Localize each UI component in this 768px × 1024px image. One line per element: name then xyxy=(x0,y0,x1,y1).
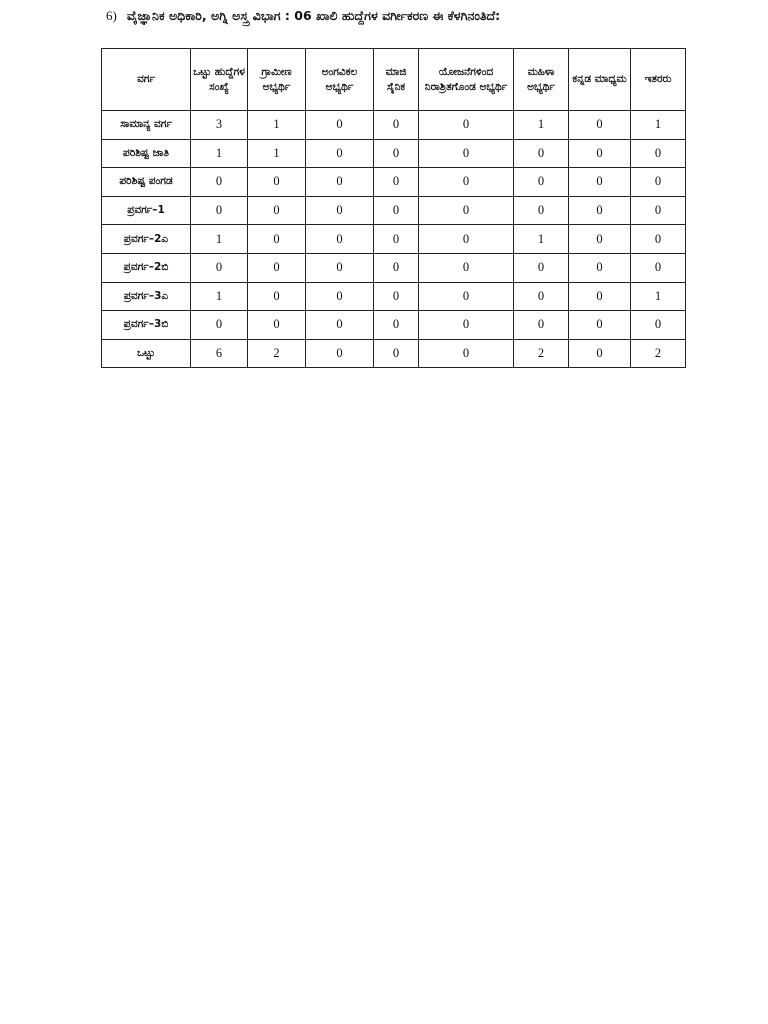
category-cell: ಸಾಮಾನ್ಯ ವರ್ಗ xyxy=(102,111,191,140)
value-cell: 0 xyxy=(569,139,631,168)
value-cell: 0 xyxy=(514,196,569,225)
value-cell: 0 xyxy=(514,253,569,282)
value-cell: 0 xyxy=(419,311,514,340)
value-cell: 2 xyxy=(514,339,569,368)
value-cell: 0 xyxy=(569,339,631,368)
value-cell: 0 xyxy=(514,282,569,311)
value-cell: 0 xyxy=(419,139,514,168)
column-header: ಕನ್ನಡ ಮಾಧ್ಯಮ xyxy=(569,49,631,111)
value-cell: 0 xyxy=(569,253,631,282)
value-cell: 0 xyxy=(374,225,419,254)
value-cell: 0 xyxy=(419,339,514,368)
category-cell: ಪ್ರವರ್ಗ–2ಎ xyxy=(102,225,191,254)
value-cell: 1 xyxy=(191,225,248,254)
value-cell: 0 xyxy=(631,225,686,254)
value-cell: 1 xyxy=(248,139,306,168)
value-cell: 1 xyxy=(631,282,686,311)
value-cell: 0 xyxy=(306,253,374,282)
column-header: ಮಾಜಿ ಸೈನಿಕ xyxy=(374,49,419,111)
category-cell: ಪರಿಶಿಷ್ಟ ಪಂಗಡ xyxy=(102,168,191,197)
category-cell: ಪ್ರವರ್ಗ–1 xyxy=(102,196,191,225)
value-cell: 0 xyxy=(419,253,514,282)
column-header: ವರ್ಗ xyxy=(102,49,191,111)
value-cell: 0 xyxy=(631,311,686,340)
table-row xyxy=(102,111,686,140)
value-cell: 0 xyxy=(374,168,419,197)
table-row xyxy=(102,282,686,311)
value-cell: 0 xyxy=(248,225,306,254)
value-cell: 0 xyxy=(191,168,248,197)
column-header: ಒಟ್ಟು ಹುದ್ದೆಗಳ ಸಂಖ್ಯೆ xyxy=(191,49,248,111)
value-cell: 0 xyxy=(419,225,514,254)
value-cell: 0 xyxy=(569,311,631,340)
value-cell: 0 xyxy=(374,196,419,225)
value-cell: 0 xyxy=(631,253,686,282)
value-cell: 0 xyxy=(374,339,419,368)
total-row xyxy=(102,339,686,368)
value-cell: 0 xyxy=(569,225,631,254)
table-header-row xyxy=(102,49,686,111)
value-cell: 0 xyxy=(631,139,686,168)
value-cell: 0 xyxy=(306,225,374,254)
value-cell: 0 xyxy=(306,139,374,168)
value-cell: 0 xyxy=(191,253,248,282)
value-cell: 0 xyxy=(569,168,631,197)
value-cell: 1 xyxy=(514,225,569,254)
value-cell: 0 xyxy=(514,139,569,168)
value-cell: 3 xyxy=(191,111,248,140)
post-distribution-table xyxy=(101,48,686,368)
column-header: ಯೋಜನೆಗಳಿಂದ ನಿರಾಶ್ರಿತಗೊಂಡ ಅಭ್ಯರ್ಥಿ xyxy=(419,49,514,111)
value-cell: 0 xyxy=(248,168,306,197)
value-cell: 0 xyxy=(306,111,374,140)
value-cell: 0 xyxy=(248,311,306,340)
value-cell: 0 xyxy=(419,196,514,225)
value-cell: 0 xyxy=(419,168,514,197)
category-cell: ಒಟ್ಟು xyxy=(102,339,191,368)
value-cell: 0 xyxy=(191,311,248,340)
value-cell: 2 xyxy=(248,339,306,368)
value-cell: 0 xyxy=(374,311,419,340)
table-row xyxy=(102,168,686,197)
value-cell: 0 xyxy=(569,196,631,225)
value-cell: 6 xyxy=(191,339,248,368)
category-cell: ಪರಿಶಿಷ್ಟ ಜಾತಿ xyxy=(102,139,191,168)
value-cell: 0 xyxy=(514,168,569,197)
value-cell: 0 xyxy=(191,196,248,225)
value-cell: 0 xyxy=(419,282,514,311)
value-cell: 0 xyxy=(306,282,374,311)
column-header: ಇತರರು xyxy=(631,49,686,111)
value-cell: 1 xyxy=(514,111,569,140)
value-cell: 0 xyxy=(248,253,306,282)
table-row xyxy=(102,311,686,340)
table-row xyxy=(102,225,686,254)
value-cell: 0 xyxy=(306,168,374,197)
value-cell: 1 xyxy=(191,139,248,168)
value-cell: 0 xyxy=(306,339,374,368)
column-header: ಮಹಿಳಾ ಅಭ್ಯರ್ಥಿ xyxy=(514,49,569,111)
table-body xyxy=(102,111,686,368)
value-cell: 1 xyxy=(248,111,306,140)
value-cell: 0 xyxy=(569,111,631,140)
category-cell: ಪ್ರವರ್ಗ–2ಬಿ xyxy=(102,253,191,282)
column-header: ಗ್ರಾಮೀಣ ಅಭ್ಯರ್ಥಿ xyxy=(248,49,306,111)
value-cell: 0 xyxy=(248,282,306,311)
value-cell: 0 xyxy=(306,196,374,225)
value-cell: 1 xyxy=(631,111,686,140)
value-cell: 1 xyxy=(191,282,248,311)
value-cell: 0 xyxy=(374,282,419,311)
table-row xyxy=(102,196,686,225)
category-cell: ಪ್ರವರ್ಗ–3ಬಿ xyxy=(102,311,191,340)
section-heading xyxy=(106,8,500,24)
category-cell: ಪ್ರವರ್ಗ–3ಎ xyxy=(102,282,191,311)
value-cell: 0 xyxy=(374,139,419,168)
value-cell: 0 xyxy=(248,196,306,225)
value-cell: 0 xyxy=(419,111,514,140)
table-row xyxy=(102,139,686,168)
value-cell: 0 xyxy=(631,168,686,197)
section-title: ವೈಜ್ಞಾನಿಕ ಅಧಿಕಾರಿ, ಅಗ್ನಿ ಅಸ್ತ್ರ ವಿಭಾಗ : 06 ಖಾಲಿ ಹುದ್ದೆಗಳ ವರ್ಗೀಕರಣ ಈ ಕೆಳಗಿನಂತಿದೆ: xyxy=(126,8,501,23)
value-cell: 0 xyxy=(631,196,686,225)
value-cell: 2 xyxy=(631,339,686,368)
value-cell: 0 xyxy=(374,253,419,282)
value-cell: 0 xyxy=(374,111,419,140)
value-cell: 0 xyxy=(569,282,631,311)
value-cell: 0 xyxy=(306,311,374,340)
section-number: 6) xyxy=(106,8,117,23)
table-row xyxy=(102,253,686,282)
column-header: ಅಂಗವಿಕಲ ಅಭ್ಯರ್ಥಿ xyxy=(306,49,374,111)
value-cell: 0 xyxy=(514,311,569,340)
